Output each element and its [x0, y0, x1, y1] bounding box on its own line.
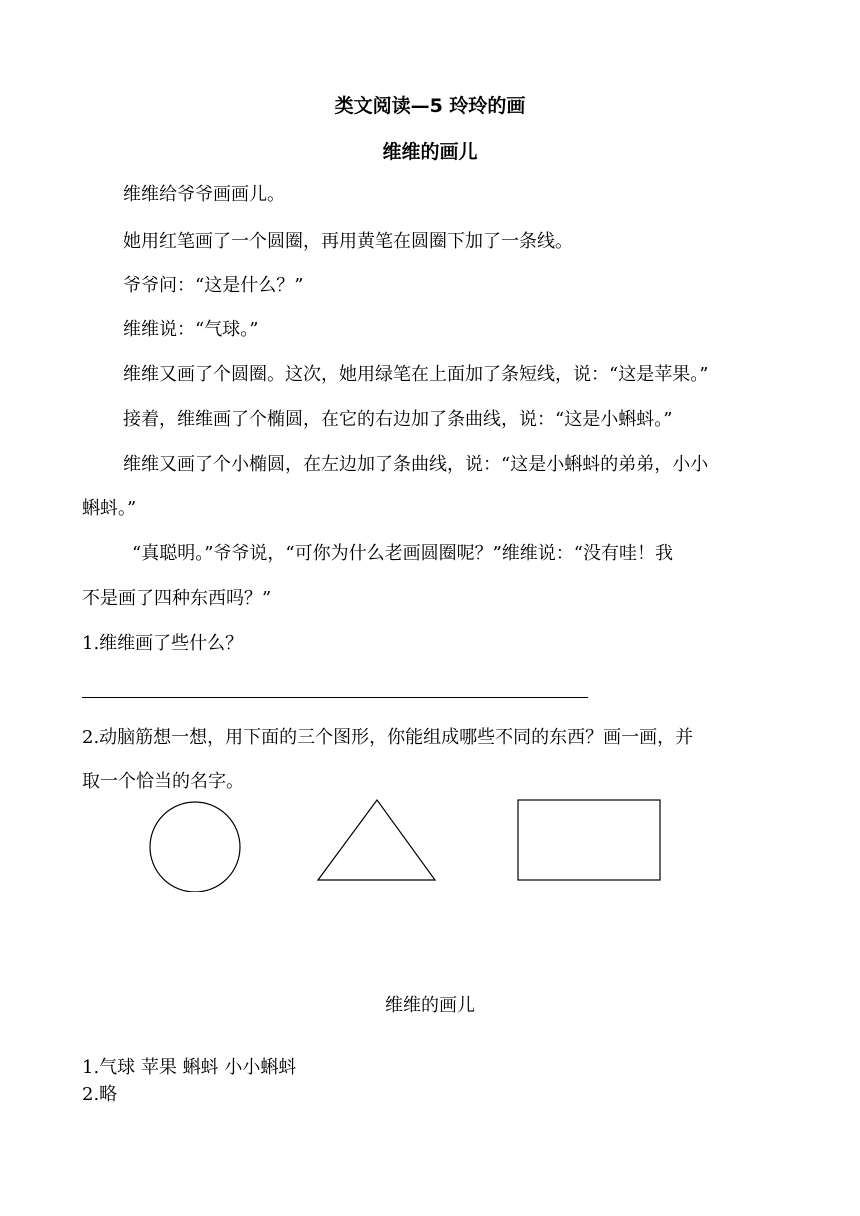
answer-2: 2.略 — [82, 1084, 118, 1105]
passage-paragraph-1: 维维给爷爷画画儿。 — [123, 184, 285, 205]
triangle-shape — [318, 800, 435, 880]
rectangle-shape — [518, 800, 660, 880]
passage-paragraph-8-line-2: 不是画了四种东西吗？” — [82, 588, 272, 609]
passage-paragraph-7-line-2: 蝌蚪。” — [82, 498, 137, 519]
question-1: 1.维维画了些什么？ — [82, 633, 244, 654]
passage-paragraph-3: 爷爷问：“这是什么？” — [123, 275, 304, 296]
passage-paragraph-4: 维维说：“气球。” — [123, 319, 259, 340]
passage-paragraph-2: 她用红笔画了一个圆圈，再用黄笔在圆圈下加了一条线。 — [123, 231, 573, 252]
circle-shape — [150, 802, 240, 892]
shapes-figure — [140, 796, 680, 892]
passage-paragraph-8-line-1: “真聪明。”爷爷说，“可你为什么老画圆圈呢？”维维说：“没有哇！我 — [132, 543, 674, 564]
question-2-line-2: 取一个恰当的名字。 — [82, 771, 244, 792]
passage-paragraph-7-line-1: 维维又画了个小椭圆，在左边加了条曲线，说：“这是小蝌蚪的弟弟，小小 — [123, 454, 709, 475]
passage-title: 维维的画儿 — [382, 141, 478, 163]
passage-paragraph-5: 维维又画了个圆圈。这次，她用绿笔在上面加了条短线，说：“这是苹果。” — [123, 364, 709, 385]
question-2-line-1: 2.动脑筋想一想，用下面的三个图形，你能组成哪些不同的东西？画一画，并 — [82, 727, 694, 748]
answer-1: 1.气球 苹果 蝌蚪 小小蝌蚪 — [82, 1057, 297, 1078]
answer-blank-line[interactable] — [82, 697, 588, 698]
answer-key-heading: 维维的画儿 — [385, 995, 475, 1016]
page-title: 类文阅读—5 玲玲的画 — [334, 95, 526, 117]
passage-paragraph-6: 接着，维维画了个椭圆，在它的右边加了条曲线，说：“这是小蝌蚪。” — [123, 409, 673, 430]
